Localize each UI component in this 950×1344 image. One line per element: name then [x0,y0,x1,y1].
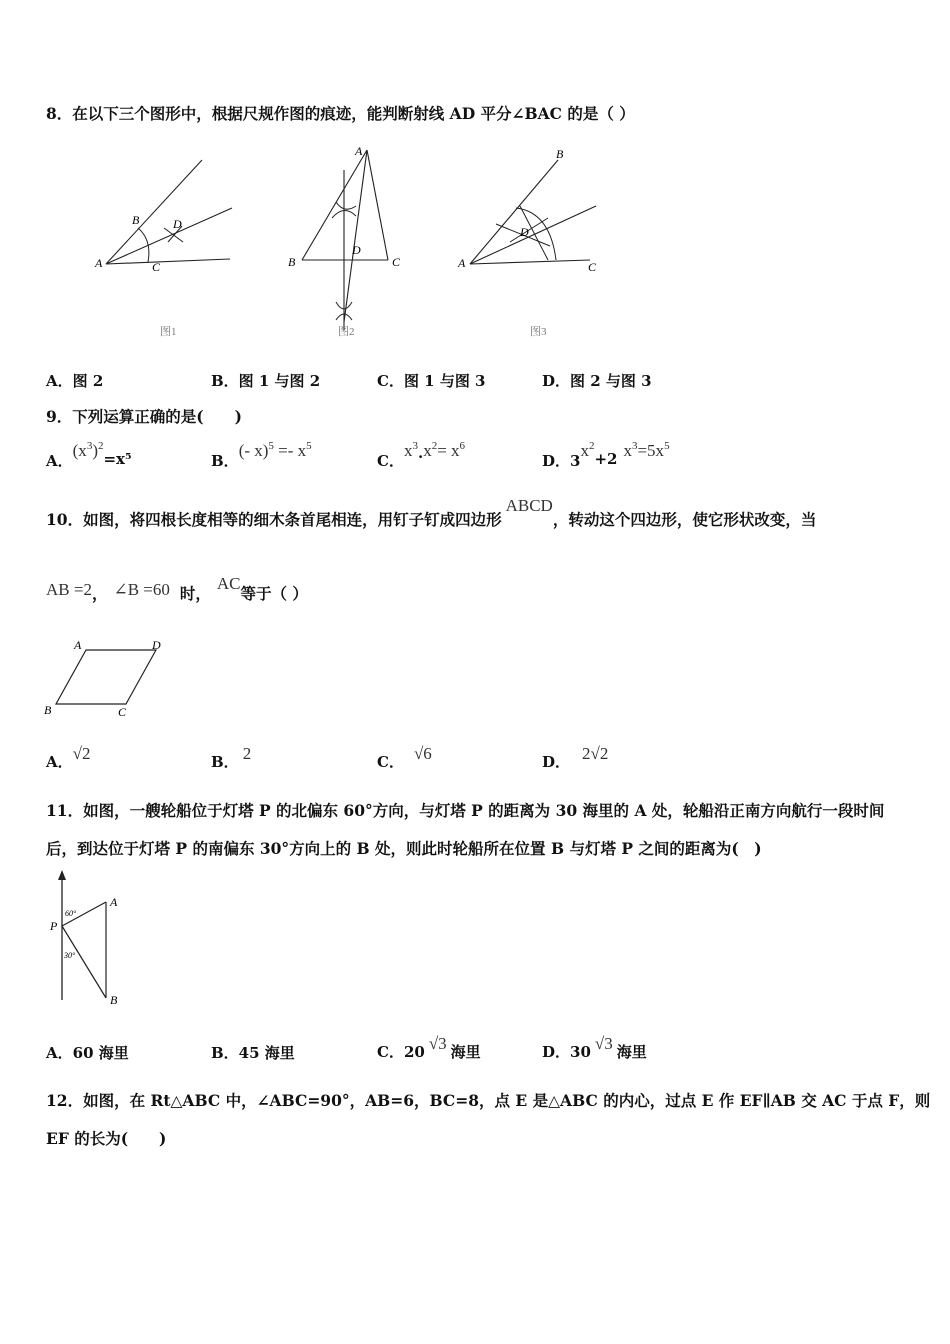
q9-option-d[interactable]: D．$3x^2+2$ $x^3=5x^5$ [542,440,670,470]
q10-stem-line1: 10．如图，将四根长度相等的细木条首尾相连，用钉子钉成四边形ABCD，转动这个四边形，使它形状改变，当 [46,496,817,529]
q8-figure-3 [457,147,597,338]
fig3-label-c: C [588,260,597,274]
fig3-label-b: B [556,147,564,161]
q11-option-d[interactable]: D．30 √3 海里 [542,1034,647,1061]
q9-option-a[interactable]: A．$(x^3)^2=x^5$ [46,440,132,470]
fig3-caption: 图3 [530,326,547,338]
q10-label-b: B [44,703,52,717]
q11-stem-line1: 11．如图，一艘轮船位于灯塔 P 的北偏东 60°方向，与灯塔 P 的距离为 30 海里的 A 处，轮船沿正南方向航行一段时间 [46,801,885,820]
fig2-label-c: C [392,255,401,269]
q12-stem-line2: EF 的长为( ) [46,1129,167,1148]
q11-option-c[interactable]: C．20 √3 海里 [377,1034,481,1061]
q10-option-a[interactable]: A．√2 [46,744,91,771]
q12-stem-line1: 12．如图，在 Rt△ABC 中，∠ABC=90°，AB=6，BC=8，点 E 是△ABC 的内心，过点 E 作 EF∥AB 交 AC 于点 F，则 [46,1091,931,1110]
fig1-label-d: D [173,217,182,231]
q10-label-a: A [74,638,82,652]
q9-option-b[interactable]: B．(- $x)^5 =- x^5$ [211,440,312,470]
q8-stem: 8．在以下三个图形中，根据尺规作图的痕迹，能判断射线 AD 平分∠BAC 的是（ ） [46,104,635,123]
q11-label-a: A [110,895,118,909]
q9-stem: 9．下列运算正确的是( ) [46,407,242,426]
q8-figures [80,140,640,345]
q8-option-d[interactable]: D．图 2 与图 3 [542,372,652,390]
q11-angle-60: 60° [65,909,77,918]
q8-option-a[interactable]: A．图 2 [46,372,104,390]
q11-figure [44,870,134,1015]
fig3-label-d: D [520,225,529,239]
q11-label-b: B [110,993,118,1007]
fig1-label-c: C [152,260,161,274]
q10-figure [40,632,180,722]
q10-option-d[interactable]: D． 2√2 [542,744,609,771]
fig2-label-a: A [355,144,363,158]
q11-angle-30: 30° [64,951,76,960]
fig2-label-b: B [288,255,296,269]
fig1-label-a: A [95,256,103,270]
q10-option-b[interactable]: B． 2 [211,744,252,771]
q9-option-c[interactable]: C．$x^3\cdot x^2= x^6$ [377,440,466,470]
fig3-label-a: A [458,256,466,270]
fig2-caption: 图2 [338,326,355,338]
q10-label-d: D [152,638,161,652]
q10-stem-line2: AB =2， ∠B =60 时，AC等于（ ） [46,574,308,603]
fig2-label-d: D [352,243,361,257]
fig1-caption: 图1 [160,326,177,338]
q10-option-c[interactable]: C． √6 [377,744,432,771]
q8-option-b[interactable]: B．图 1 与图 2 [211,372,321,390]
q11-stem-line2: 后，到达位于灯塔 P 的南偏东 30°方向上的 B 处，则此时轮船所在位置 B 与灯塔 P 之间的距离为( ) [46,839,762,858]
q8-figure-1 [94,160,232,338]
q11-option-a[interactable]: A．60 海里 [46,1044,129,1062]
fig1-label-b: B [132,213,140,227]
q8-figure-2 [288,144,401,338]
q11-label-p: P [50,919,58,933]
q11-option-b[interactable]: B．45 海里 [211,1044,295,1062]
q10-label-c: C [118,705,127,719]
q8-option-c[interactable]: C．图 1 与图 3 [377,372,486,390]
